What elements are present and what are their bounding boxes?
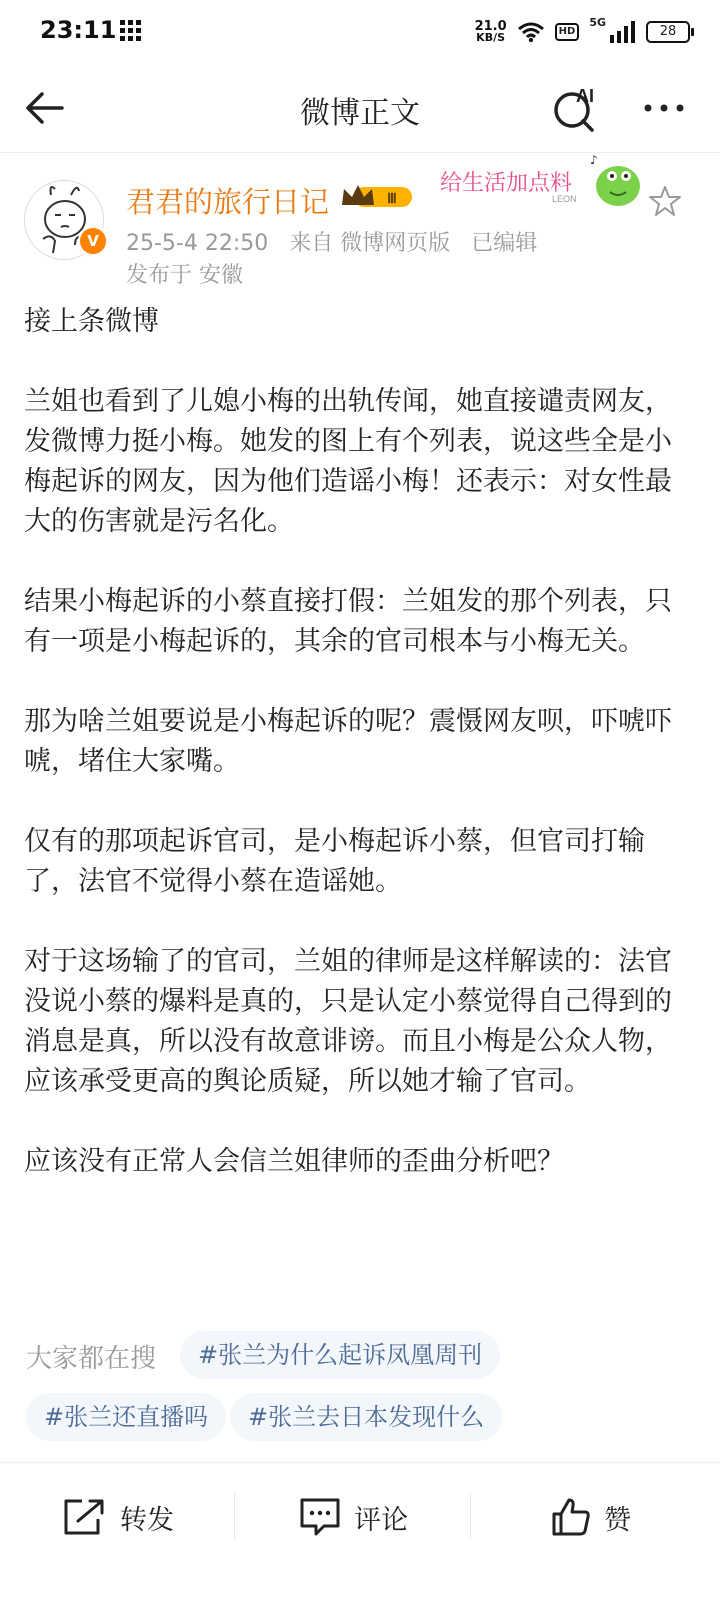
divider	[470, 1493, 471, 1539]
verified-badge: V	[78, 226, 108, 256]
sticker-text: 给生活加点料	[440, 171, 573, 196]
comment-label: 评论	[354, 1504, 408, 1536]
post-meta	[126, 226, 551, 257]
network-speed	[475, 21, 507, 43]
bottom-action-bar	[0, 1462, 720, 1601]
post-paragraph: 那为啥兰姐要说是小梅起诉的呢？震慑网友呗，吓唬吓唬，堵住大家嘴。	[24, 706, 672, 777]
crown-level-badge[interactable]	[340, 183, 416, 211]
top-nav-bar	[0, 64, 720, 153]
battery-indicator: 28	[646, 21, 690, 43]
username[interactable]: 君君的旅行日记	[126, 185, 330, 219]
trending-tag[interactable]: #张兰还直播吗	[26, 1393, 226, 1441]
favorite-star-icon[interactable]	[648, 184, 682, 218]
trending-tag[interactable]: #张兰为什么起诉凤凰周刊	[180, 1331, 500, 1379]
level-badge-text: Ⅲ	[387, 192, 397, 207]
hd-icon: HD	[555, 23, 580, 41]
trending-tag[interactable]: #张兰去日本发现什么	[230, 1393, 502, 1441]
post-content	[24, 302, 696, 1222]
status-bar	[0, 0, 720, 64]
thumbs-up-icon	[550, 1496, 592, 1538]
post-paragraph: 对于这场输了的官司，兰姐的律师是这样解读的：法官没说小蔡的爆料是真的，只是认定小蔡觉得自己得到的消息是真，所以没有故意诽谤。而且小梅是公众人物，应该承受更高的舆论质疑，所以她才输了官司。	[24, 946, 672, 1097]
divider	[234, 1493, 235, 1539]
like-button[interactable]	[550, 1487, 631, 1547]
repost-button[interactable]	[62, 1487, 174, 1547]
edited-label: 已编辑	[471, 231, 538, 256]
post-source: 来自 微博网页版	[289, 231, 451, 256]
post-paragraph: 结果小梅起诉的小蔡直接打假：兰姐发的那个列表，只有一项是小梅起诉的，其余的官司根本与小梅无关。	[24, 586, 672, 657]
sticker-sub: LEON	[552, 194, 577, 204]
post-date: 25-5-4 22:50	[126, 231, 269, 256]
post-paragraph: 应该没有正常人会信兰姐律师的歪曲分析吧？	[24, 1146, 564, 1177]
repost-label: 转发	[120, 1504, 174, 1536]
comment-icon	[298, 1496, 342, 1538]
network-speed-unit: KB/S	[476, 31, 506, 44]
signal-icon	[610, 21, 636, 43]
more-options-icon[interactable]	[636, 84, 692, 132]
wifi-icon	[517, 21, 545, 43]
clock: 23:11	[40, 16, 117, 44]
trending-search-label: 大家都在搜	[26, 1344, 157, 1374]
like-label: 赞	[604, 1504, 631, 1536]
app-grid-icon	[120, 20, 142, 42]
post-paragraph: 仅有的那项起诉官司，是小梅起诉小蔡，但官司打输了，法官不觉得小蔡在造谣她。	[24, 826, 645, 897]
ai-label: AI	[576, 86, 594, 106]
status-icons	[475, 14, 690, 50]
post-paragraph: 兰姐也看到了儿媳小梅的出轨传闻，她直接谴责网友，发微博力挺小梅。她发的图上有个列表，说这些全是小梅起诉的网友，因为他们造谣小梅！还表示：对女性最大的伤害就是污名化。	[24, 386, 672, 537]
network-speed-value: 21.0	[474, 19, 507, 34]
network-type: 5G	[589, 16, 606, 29]
repost-icon	[62, 1497, 108, 1537]
post-paragraph: 接上条微博	[24, 306, 159, 337]
ai-search-icon[interactable]	[548, 80, 604, 136]
comment-button[interactable]	[298, 1487, 408, 1547]
post-location: 发布于 安徽	[126, 263, 243, 288]
svg-text:♪: ♪	[590, 153, 598, 167]
decorative-sticker	[440, 150, 660, 212]
page-title: 微博正文	[300, 96, 420, 131]
